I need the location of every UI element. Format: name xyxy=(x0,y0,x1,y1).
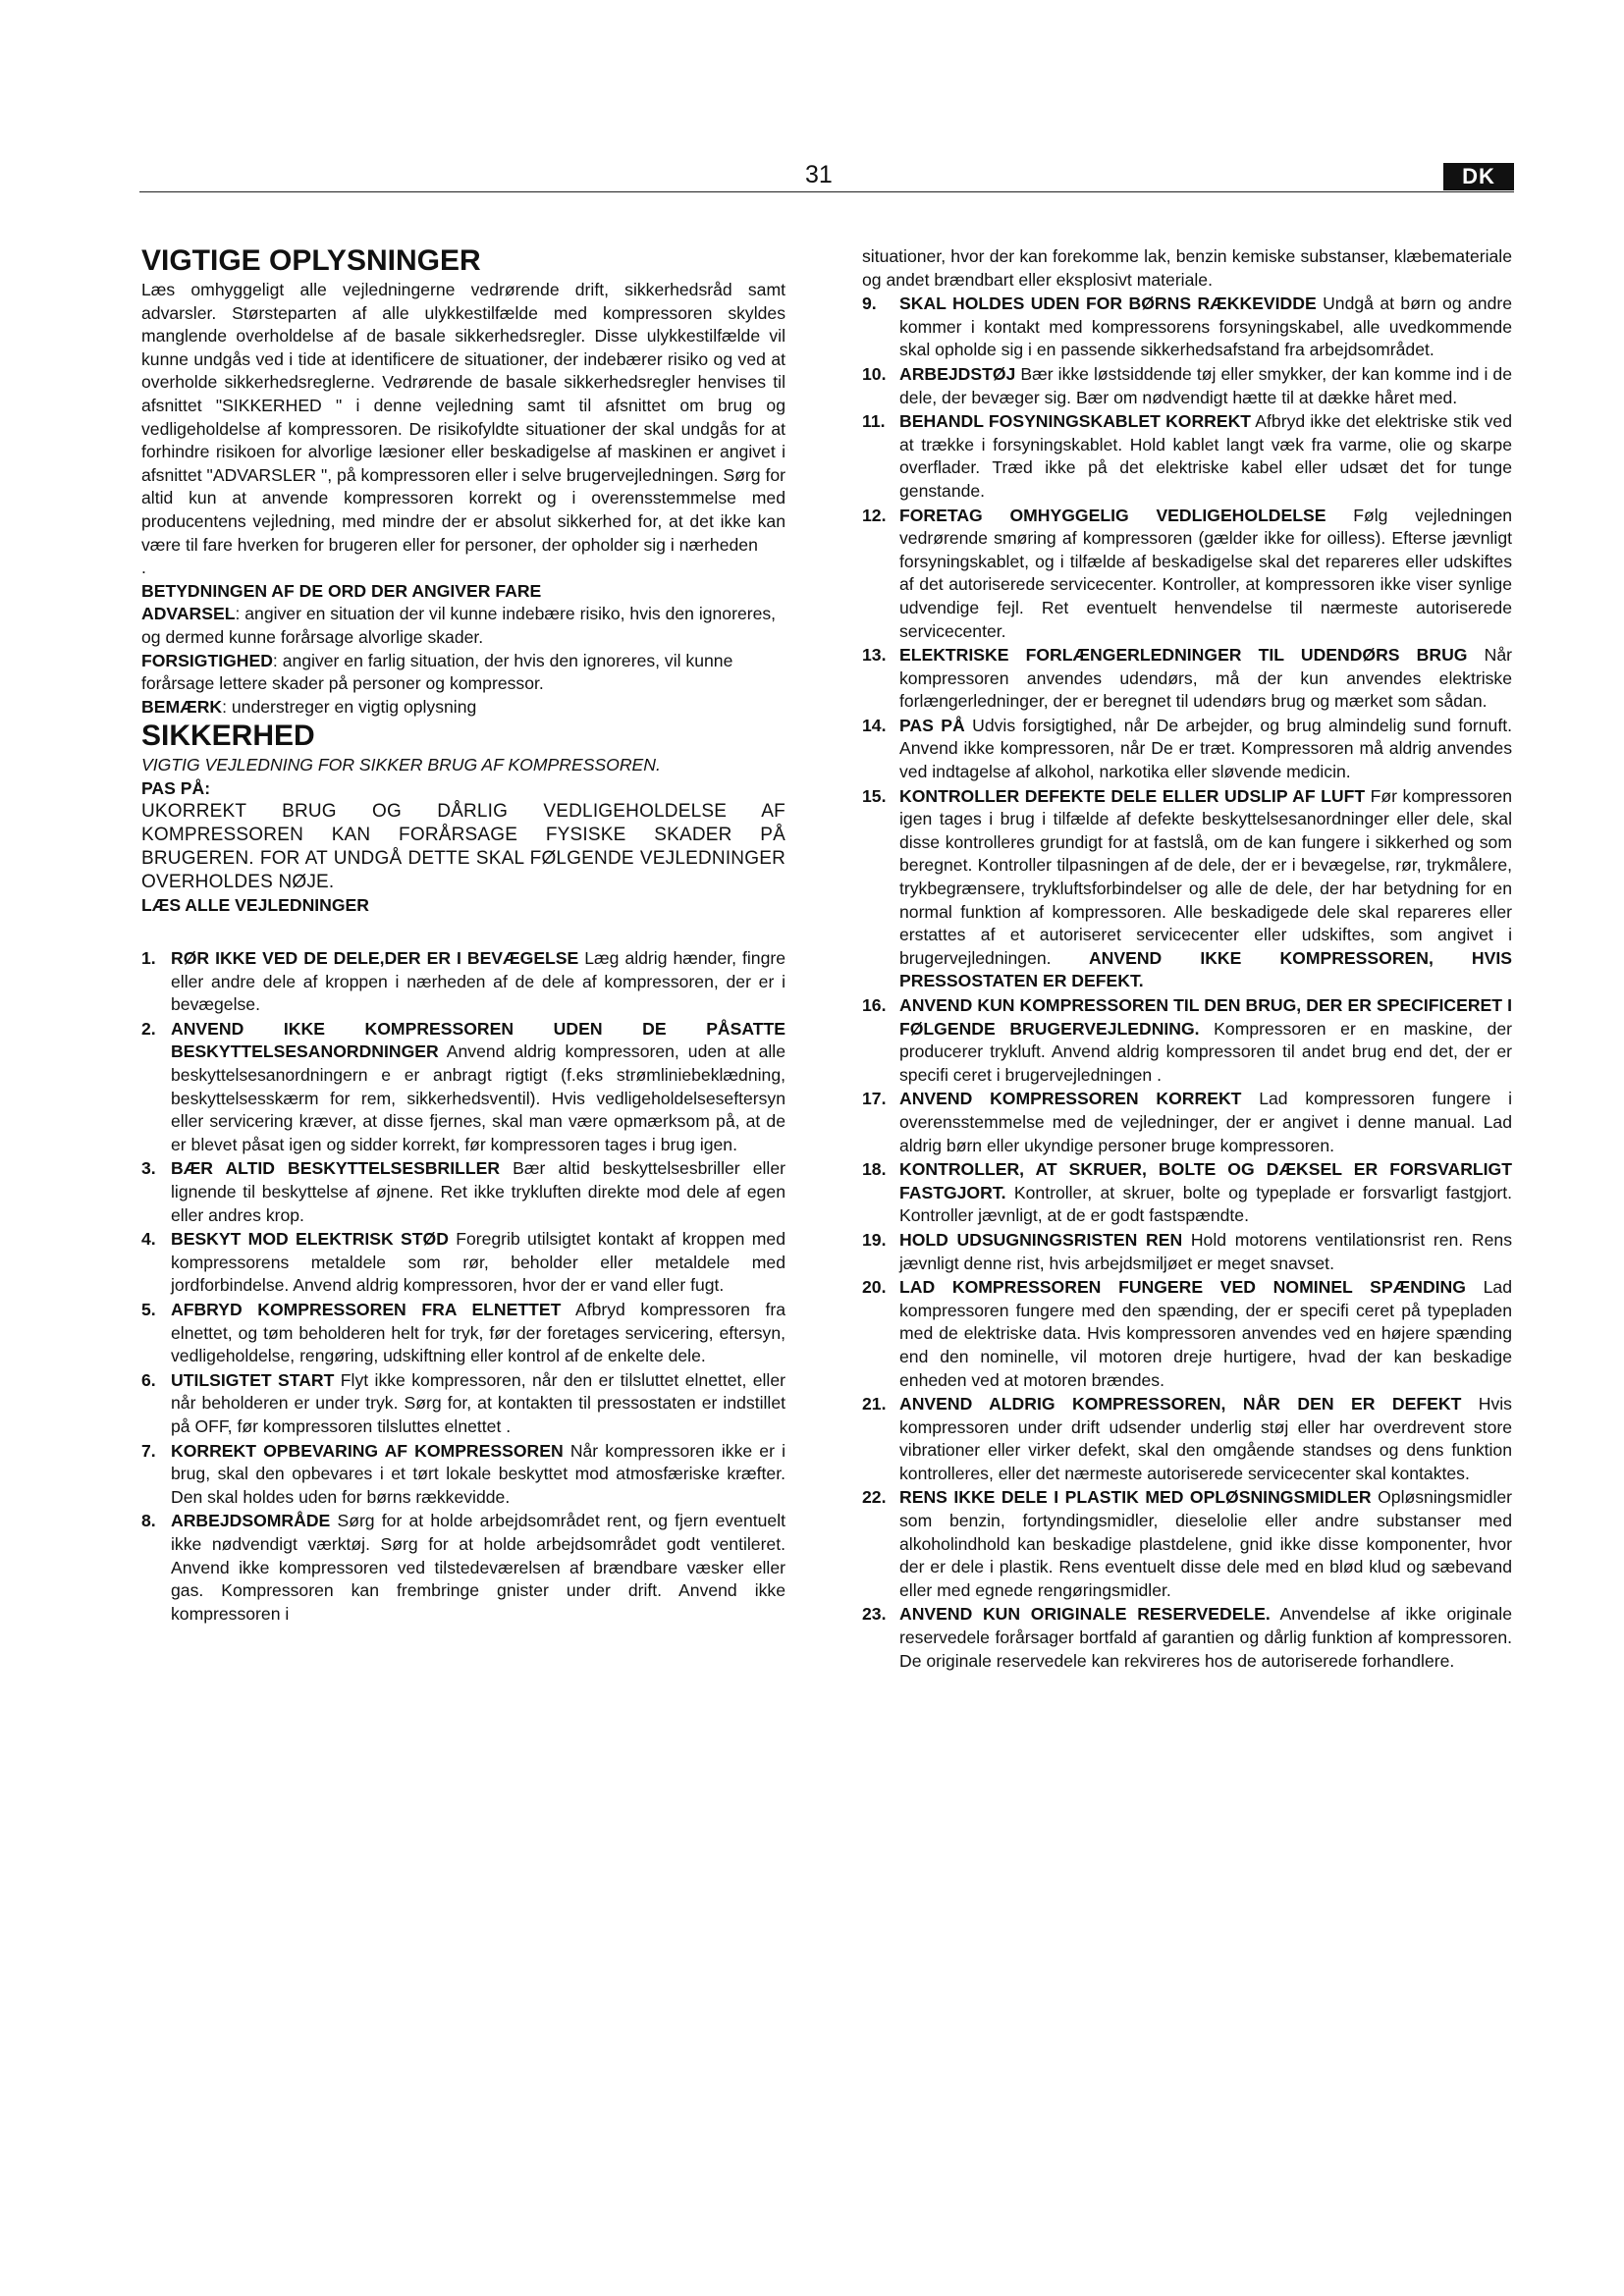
item-text: Lad kompressoren fungere med den spænding, der er specifi ceret på typepladen med de elektriske data. Hvis kompressoren anvendes ved en højere spænding end den nominelle, vil motoren dreje hurtigere, hvad der kan beskadige enheden ved at motoren brændes. xyxy=(899,1277,1512,1390)
item-text: Afbryd ikke det elektriske stik ved at trække i forsyningskablet. Hold kablet langt væk fra varme, olie og skarpe overflader. Træd ikke på det elektriske kabel eller udsæt det for tunge genstande. xyxy=(899,411,1512,501)
safety-item xyxy=(862,715,1512,784)
item-title: ELEKTRISKE FORLÆNGERLEDNINGER TIL UDENDØRS BRUG xyxy=(899,645,1468,666)
item-text: Undgå at børn og andre kommer i kontakt med kompressorens forsyningskabel, alle uvedkommende skal opholde sig i en passende sikkerhedsafstand fra arbejdsområdet. xyxy=(899,294,1512,360)
warning-definition xyxy=(141,603,785,649)
item-title: BESKYT MOD ELEKTRISK STØD xyxy=(171,1229,449,1250)
item-content xyxy=(899,505,1512,644)
item-title: BEHANDL FOSYNINGSKABLET KORREKT xyxy=(899,411,1252,432)
item-content xyxy=(171,947,785,1017)
left-safety-list xyxy=(141,947,785,1626)
item-number: 10. xyxy=(862,363,887,384)
item-title: ANVEND IKKE KOMPRESSOREN UDEN DE PÅSATTE BESKYTTELSESANORDNINGER xyxy=(171,1018,785,1062)
intro-title: VIGTIGE OPLYSNINGER xyxy=(141,244,481,277)
item-title: KONTROLLER, AT SKRUER, BOLTE OG DÆKSEL ER FORSVARLIGT FASTGJORT. xyxy=(899,1159,1512,1202)
caution-text: : angiver en farlig situation, der hvis den ignoreres, vil kunne forårsage lettere skader på personer og kompressor. xyxy=(141,650,733,694)
note-term: BEMÆRK xyxy=(141,696,223,717)
item-number: 1. xyxy=(141,948,156,969)
safety-item xyxy=(141,1440,785,1510)
safety-item xyxy=(862,363,1512,409)
left-column xyxy=(141,243,785,1626)
item-text: Udvis forsigtighed, når De arbejder, og brug almindelig sund fornuft. Anvend ikke kompressoren, når De er træt. Kompressoren må aldrig anvendes ved indtagelse af alkohol, narkotika eller sløvende medicin. xyxy=(899,715,1512,782)
danger-words-heading: BETYDNINGEN AF DE ORD DER ANGIVER FARE xyxy=(141,580,542,601)
item-number: 13. xyxy=(862,645,887,666)
item-number: 15. xyxy=(862,785,887,806)
item-title: ARBEJDSTØJ xyxy=(899,363,1016,384)
item-text: Kontroller, at skruer, bolte og typeplade er forsvarligt fastgjort. Kontroller jævnligt, at de er godt fastspændte. xyxy=(899,1182,1512,1226)
item-text: Før kompressoren igen tages i brug i tilfælde af defekte beskyttelsesanordninger eller dele, skal disse kontrolleres grundigt for at fastslå, om de kan fungere i sikkerhed og som beregnet. Kontroller tilpasningen af de dele, der er i bevægelse, rør, trykmålere, trykbegrænsere, trykluftsforbindelser og alle de dele, der har betydning for en normal funktion af kompressoren. Alle beskadigede dele skal repareres eller erstattes af et autoriseret servicecenter eller udskiftes, som angivet i brugervejledningen. xyxy=(899,785,1512,968)
safety-item xyxy=(862,785,1512,993)
safety-item xyxy=(862,1229,1512,1275)
item-title: AFBRYD KOMPRESSOREN FRA ELNETTET xyxy=(171,1299,562,1319)
item-number: 12. xyxy=(862,505,887,525)
note-definition xyxy=(141,696,785,720)
safety-title: SIKKERHED xyxy=(141,720,315,753)
item-text: Når kompressoren anvendes udendørs, må der kun anvendes elektriske forlængerledninger, der er beregnet til udendørs brug og mærket som sådan. xyxy=(899,645,1512,712)
caution-statement: UKORREKT BRUG OG DÅRLIG VEDLIGEHOLDELSE AF KOMPRESSOREN KAN FORÅRSAGE FYSISKE SKADER PÅ BRUGEREN. FOR AT UNDGÅ DETTE SKAL FØLGENDE VEJLEDNINGER OVERHOLDES NØJE. xyxy=(141,801,785,893)
item-text: Anvendelse af ikke originale reservedele forårsager bortfald af garantien og dårlig funktion af kompressoren. De originale reservedele kan rekvireres hos de autoriserede forhandlere. xyxy=(899,1604,1512,1671)
safety-item xyxy=(862,1276,1512,1392)
safety-item xyxy=(862,1158,1512,1228)
safety-item xyxy=(862,1088,1512,1157)
item-title: RØR IKKE VED DE DELE,DER ER I BEVÆGELSE xyxy=(171,948,579,969)
item-content xyxy=(899,1486,1512,1602)
item-number: 5. xyxy=(141,1299,156,1319)
page-number: 31 xyxy=(805,161,833,188)
safety-item xyxy=(862,1486,1512,1602)
item-content xyxy=(899,293,1512,362)
item-8-continuation: situationer, hvor der kan forekomme lak, benzin kemiske substanser, klæbemateriale og andet brændbart eller eksplosivt materiale. xyxy=(862,246,1512,290)
item-content xyxy=(171,1228,785,1298)
item-content xyxy=(899,1229,1512,1275)
item-text: Flyt ikke kompressoren, når den er tilsluttet elnettet, eller når beholderen er under tryk. Sørg for, at kontakten til pressostaten er indstillet på OFF, før kompressoren tilsluttes elnettet . xyxy=(171,1369,785,1436)
safety-item xyxy=(141,1018,785,1157)
item-content xyxy=(171,1018,785,1157)
item-number: 19. xyxy=(862,1229,887,1250)
item-content xyxy=(899,363,1512,409)
item-text: Kompressoren er en maskine, der producerer trykluft. Anvend aldrig kompressoren til andet brug end det, der er specifi ceret i brugervejledningen . xyxy=(899,1018,1512,1085)
caution-definition xyxy=(141,650,785,696)
item-text: Når kompressoren ikke er i brug, skal den opbevares i et tørt lokale beskyttet mod atmosfæriske kræfter. Den skal holdes uden for børns rækkevidde. xyxy=(171,1440,785,1507)
item-content xyxy=(899,715,1512,784)
item-text: Opløsningsmidler som benzin, fortyndingsmidler, dieselolie eller andre substanser med alkoholindhold kan beskadige plastdelene, gnid ikke disse komponenter, hvor der er dele i plastik. Rens eventuelt disse dele med en blød klud og sæbevand eller med egnede rengøringsmidler. xyxy=(899,1487,1512,1600)
safety-item xyxy=(141,1510,785,1626)
safety-item xyxy=(141,947,785,1017)
header-rule xyxy=(139,191,1514,192)
intro-paragraph: Læs omhyggeligt alle vejledningerne vedrørende drift, sikkerhedsråd samt advarsler. Størsteparten af alle ulykkestilfælde med kompressoren skyldes manglende overholdelse af de basale sikkerhedsregler. Disse ulykkestilfælde vil kunne undgås ved i tide at identificere de situationer, der indebærer risiko og ved at overholde sikkerhedsreglerne. Vedrørende de basale sikkerhedsregler henvises til afsnittet "SIKKERHED " i denne vejledning samt til afsnittet om brug og vedligeholdelse af kompressoren. De risikofyldte situationer der skal undgås for at forhindre risikoen for alvorlige læsioner eller beskadigelse af maskinen er angivet i afsnittet "ADVARSLER ", på kompressoren eller i selve brugervejledningen. Sørg for altid kun at anvende kompressoren korrekt og i overensstemmelse med producentens vejledning, med mindre der er absolut sikkerhed for, at det ikke kan være til fare hverken for brugeren eller for personer, der opholder sig i nærheden xyxy=(141,280,785,555)
item-tail: ANVEND IKKE KOMPRESSOREN, HVIS PRESSOSTATEN ER DEFEKT. xyxy=(899,947,1512,991)
item-number: 9. xyxy=(862,294,877,314)
caution-term: FORSIGTIGHED xyxy=(141,650,273,670)
item-content xyxy=(171,1157,785,1227)
safety-item xyxy=(862,1393,1512,1485)
item-text: Følg vejledningen vedrørende smøring af kompressoren (gælder ikke for oilless). Efterse jævnligt forsyningskablet, og i tilfælde af beskadigelse skal det repareres eller udskiftes af det autoriserede servicecenter. Kontroller, at kompressoren ikke viser synlige udvendige fejl. Ret eventuelt henvendelse til nærmeste autoriserede servicecenter. xyxy=(899,505,1513,641)
item-number: 14. xyxy=(862,715,887,735)
item-content xyxy=(899,1158,1512,1228)
item-content xyxy=(899,410,1512,503)
note-text: : understreger en vigtig oplysning xyxy=(222,696,477,717)
item-content xyxy=(171,1369,785,1439)
language-badge: DK xyxy=(1443,163,1514,190)
item-number: 22. xyxy=(862,1487,887,1508)
item-content xyxy=(899,994,1512,1087)
item-text: Foregrib utilsigtet kontakt af kroppen med kompressorens metaldele som rør, beholder eller metaldele med jordforbindelse. Anvend aldrig kompressoren, hvor der er vand eller fugt. xyxy=(171,1229,785,1296)
item-number: 20. xyxy=(862,1277,887,1298)
item-text: Afbryd kompressoren fra elnettet, og tøm beholderen helt for tryk, før der foretages servicering, eftersyn, vedligeholdelse, rengøring, udskiftning eller kontrol af de enkelte dele. xyxy=(171,1299,785,1366)
item-content xyxy=(899,1088,1512,1157)
item-content xyxy=(899,1393,1512,1485)
right-safety-list xyxy=(862,293,1512,1673)
intro-trailing: . xyxy=(141,558,146,578)
item-title: KONTROLLER DEFEKTE DELE ELLER UDSLIP AF LUFT xyxy=(899,785,1366,806)
safety-item xyxy=(862,293,1512,362)
caution-label: PAS PÅ: xyxy=(141,777,211,798)
item-text: Læg aldrig hænder, fingre eller andre dele af kroppen i nærheden af de dele af kompressoren, der er i bevægelse. xyxy=(171,948,785,1015)
item-number: 2. xyxy=(141,1018,156,1039)
item-title: SKAL HOLDES UDEN FOR BØRNS RÆKKEVIDDE xyxy=(899,294,1317,314)
item-content xyxy=(899,1603,1512,1673)
item-title: KORREKT OPBEVARING AF KOMPRESSOREN xyxy=(171,1440,564,1461)
item-content xyxy=(899,1276,1512,1392)
safety-item xyxy=(141,1157,785,1227)
item-content xyxy=(171,1299,785,1368)
safety-item xyxy=(862,410,1512,503)
item-content xyxy=(899,785,1512,993)
safety-item xyxy=(141,1299,785,1368)
item-title: ANVEND KOMPRESSOREN KORREKT xyxy=(899,1089,1242,1109)
item-number: 23. xyxy=(862,1604,887,1625)
item-content xyxy=(171,1440,785,1510)
item-number: 6. xyxy=(141,1369,156,1390)
safety-item xyxy=(862,1603,1512,1673)
item-number: 7. xyxy=(141,1440,156,1461)
item-number: 17. xyxy=(862,1089,887,1109)
safety-item xyxy=(141,1228,785,1298)
item-text: Hold motorens ventilationsrist ren. Rens jævnligt denne rist, hvis arbejdsmiljøet er meget snavset. xyxy=(899,1229,1512,1273)
right-column xyxy=(862,245,1512,1673)
item-title: PAS PÅ xyxy=(899,715,965,735)
item-title: FORETAG OMHYGGELIG VEDLIGEHOLDELSE xyxy=(899,505,1326,525)
item-title: HOLD UDSUGNINGSRISTEN REN xyxy=(899,1229,1183,1250)
item-content xyxy=(171,1510,785,1626)
item-number: 3. xyxy=(141,1158,156,1179)
warning-text: : angiver en situation der vil kunne indebære risiko, hvis den ignoreres, og dermed kunne forårsage alvorlige skader. xyxy=(141,604,777,647)
safety-subtitle: VIGTIG VEJLEDNING FOR SIKKER BRUG AF KOMPRESSOREN. xyxy=(141,755,661,775)
safety-item xyxy=(141,1369,785,1439)
item-number: 18. xyxy=(862,1159,887,1180)
item-title: UTILSIGTET START xyxy=(171,1369,335,1390)
item-text: Sørg for at holde arbejdsområdet rent, og fjern eventuelt ikke nødvendigt værktøj. Sørg for at holde arbejdsområdet godt ventileret. Anvend ikke kompressoren ved tilstedeværelsen af brændbare væsker eller gas. Kompressoren kan frembringe gnister under drift. Anvend ikke kompressoren i xyxy=(171,1511,785,1624)
safety-item xyxy=(862,994,1512,1087)
item-title: ARBEJDSOMRÅDE xyxy=(171,1511,331,1531)
item-text: Anvend aldrig kompressoren, uden at alle beskyttelsesanordningern e er anbragt rigtigt (f.eks strømliniebeklædning, beskyttelsesskærm for rem, sikkerhedsventil). Hvis vedligeholdelseseftersyn eller servicering kræver, at disse fjernes, skal man være opmærksom på, at de er blevet påsat igen og sidder korrekt, før kompressoren tages i brug igen. xyxy=(171,1041,785,1154)
item-number: 21. xyxy=(862,1394,887,1415)
item-number: 11. xyxy=(862,411,886,432)
item-content xyxy=(899,644,1512,714)
item-text: Bær altid beskyttelsesbriller eller lignende til beskyttelse af øjnene. Ret ikke trykluften direkte mod dele af egen eller andres krop. xyxy=(171,1158,785,1225)
item-title: RENS IKKE DELE I PLASTIK MED OPLØSNINGSMIDLER xyxy=(899,1487,1372,1508)
safety-item xyxy=(862,505,1512,644)
safety-item xyxy=(862,644,1512,714)
read-all-heading: LÆS ALLE VEJLEDNINGER xyxy=(141,895,370,916)
item-number: 8. xyxy=(141,1511,156,1531)
item-title: ANVEND KUN KOMPRESSOREN TIL DEN BRUG, DER ER SPECIFICERET I FØLGENDE BRUGERVEJLEDNING. xyxy=(899,995,1512,1039)
item-title: BÆR ALTID BESKYTTELSESBRILLER xyxy=(171,1158,501,1179)
item-text: Hvis kompressoren under drift udsender underlig støj eller har overdrevent store vibrationer eller virker defekt, skal den omgående standses og dens funktion kontrolleres, eller det nærmeste autoriserede servicecenter skal kontaktes. xyxy=(899,1394,1512,1483)
warning-term: ADVARSEL xyxy=(141,604,236,624)
item-text: Lad kompressoren fungere i overensstemmelse med de vejledninger, der er angivet i denne manual. Lad aldrig børn eller ukyndige personer bruge kompressoren. xyxy=(899,1089,1512,1155)
item-number: 4. xyxy=(141,1229,156,1250)
item-title: ANVEND ALDRIG KOMPRESSOREN, NÅR DEN ER DEFEKT xyxy=(899,1394,1462,1415)
item-title: ANVEND KUN ORIGINALE RESERVEDELE. xyxy=(899,1604,1271,1625)
item-number: 16. xyxy=(862,995,887,1015)
item-title: LAD KOMPRESSOREN FUNGERE VED NOMINEL SPÆNDING xyxy=(899,1277,1466,1298)
item-text: Bær ikke løstsiddende tøj eller smykker, der kan komme ind i de dele, der bevæger sig. Bær om nødvendigt hætte til at dække håret med. xyxy=(899,363,1512,407)
